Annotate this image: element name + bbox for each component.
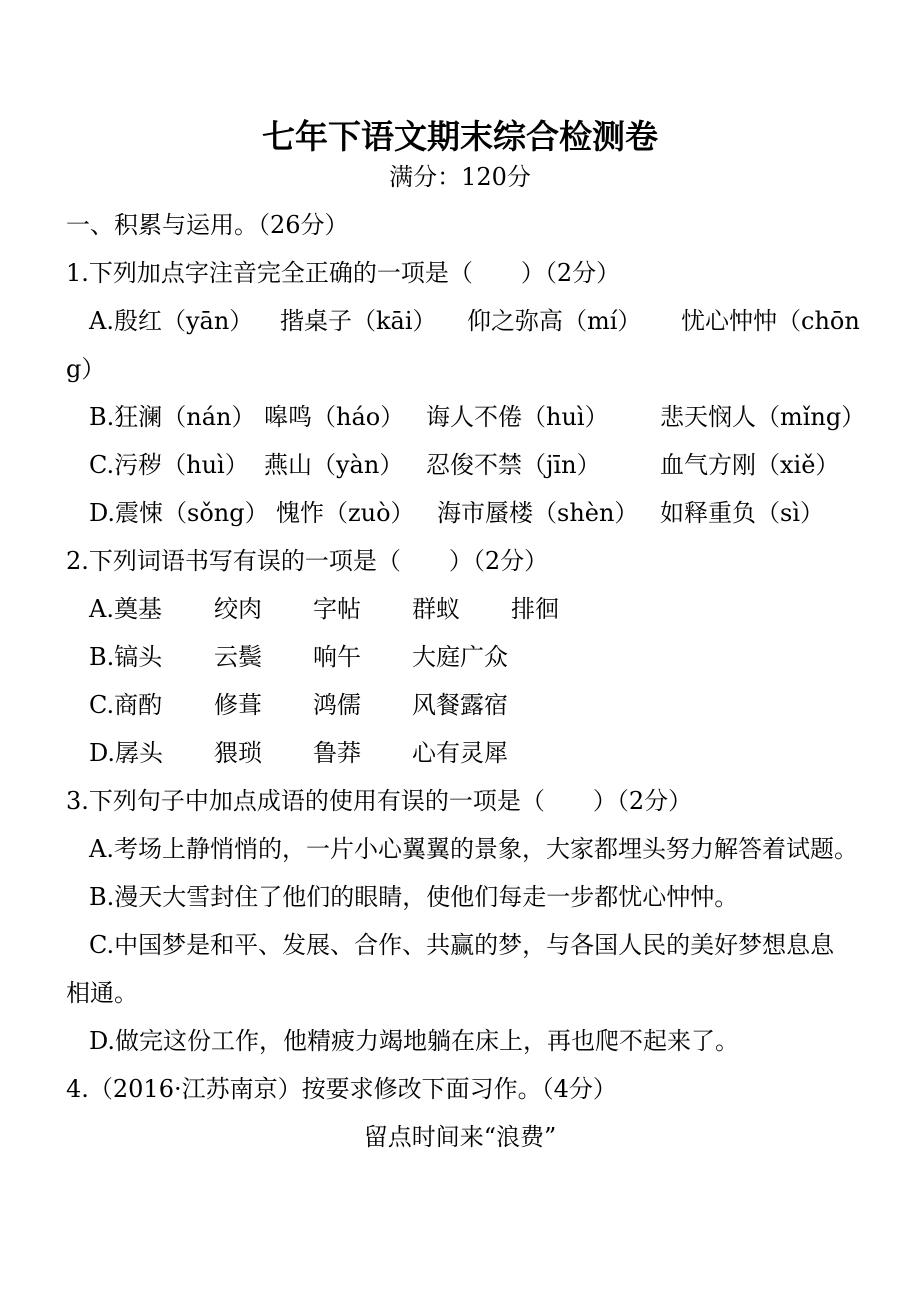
page-title: 七年下语文期末综合检测卷 — [262, 117, 658, 156]
option-item: 忧心忡忡（chōn — [681, 307, 860, 335]
question-2-option-b — [0, 642, 920, 672]
full-score: 满分：120分 — [389, 163, 531, 191]
option-item: 嗥鸣（háo） — [264, 403, 405, 431]
option-item: 燕山（yàn） — [264, 451, 404, 479]
option-item: B.镐头 — [89, 643, 163, 671]
option-item: 群蚁 — [412, 595, 460, 623]
section-heading: 一、积累与运用。（26分） — [66, 211, 349, 239]
option-item: C.商酌 — [89, 691, 163, 719]
option-item: 鲁莽 — [313, 739, 361, 767]
option-item: 揩桌子（kāi） — [280, 307, 437, 335]
option-item: 字帖 — [313, 595, 361, 623]
option-item: 心有灵犀 — [412, 739, 508, 767]
question-1-option-b — [0, 402, 920, 432]
option-item: 修葺 — [214, 691, 262, 719]
question-3-option-c: C.中国梦是和平、发展、合作、共赢的梦，与各国人民的美好梦想息息 — [89, 931, 835, 959]
option-item: 排徊 — [511, 595, 559, 623]
option-item: 悲天悯人（mǐng） — [660, 403, 866, 431]
question-3-option-d: D.做完这份工作，他精疲力竭地躺在床上，再也爬不起来了。 — [89, 1027, 740, 1055]
option-item: 诲人不倦（huì） — [426, 403, 609, 431]
question-4-stem: 4.（2016·江苏南京）按要求修改下面习作。（4分） — [66, 1075, 617, 1103]
question-3-option-b: B.漫天大雪封住了他们的眼睛，使他们每走一步都忧心忡忡。 — [89, 883, 739, 911]
option-item: 鸿儒 — [313, 691, 361, 719]
option-item: A.殷红（yān） — [89, 307, 254, 335]
option-item: 云鬓 — [214, 643, 262, 671]
question-2-option-a — [0, 594, 920, 624]
option-item: 风餐露宿 — [412, 691, 508, 719]
option-item: 血气方刚（xiě） — [660, 451, 840, 479]
option-item: 响午 — [313, 643, 361, 671]
question-3-option-c-wrap: 相通。 — [66, 979, 138, 1007]
question-2-option-c — [0, 690, 920, 720]
question-1-option-a-wrap: g） — [66, 355, 106, 383]
question-1-option-c — [0, 450, 920, 480]
option-item: D.孱头 — [89, 739, 164, 767]
question-3-stem: 3.下列句子中加点成语的使用有误的一项是（ ）（2分） — [66, 787, 693, 815]
question-2-stem: 2.下列词语书写有误的一项是（ ）（2分） — [66, 547, 549, 575]
option-item: B.狂澜（nán） — [89, 403, 256, 431]
option-item: 绞肉 — [214, 595, 262, 623]
essay-title: 留点时间来“浪费” — [363, 1123, 557, 1151]
option-item: C.污秽（huì） — [89, 451, 249, 479]
option-item: A.奠基 — [89, 595, 162, 623]
option-item: 如释重负（sì） — [660, 499, 824, 527]
option-item: 愧怍（zuò） — [276, 499, 415, 527]
option-item: 忍俊不禁（jīn） — [426, 451, 601, 479]
option-item: D.震悚（sǒng） — [89, 499, 269, 527]
question-1-stem: 1.下列加点字注音完全正确的一项是（ ）（2分） — [66, 259, 621, 287]
question-1-option-d — [0, 498, 920, 528]
question-1-option-a — [0, 306, 920, 336]
option-item: 海市蜃楼（shèn） — [437, 499, 639, 527]
option-item: 猥琐 — [214, 739, 262, 767]
question-2-option-d — [0, 738, 920, 768]
option-item: 仰之弥高（mí） — [467, 307, 642, 335]
option-item: 大庭广众 — [412, 643, 508, 671]
question-3-option-a: A.考场上静悄悄的，一片小心翼翼的景象，大家都埋头努力解答着试题。 — [89, 835, 858, 863]
